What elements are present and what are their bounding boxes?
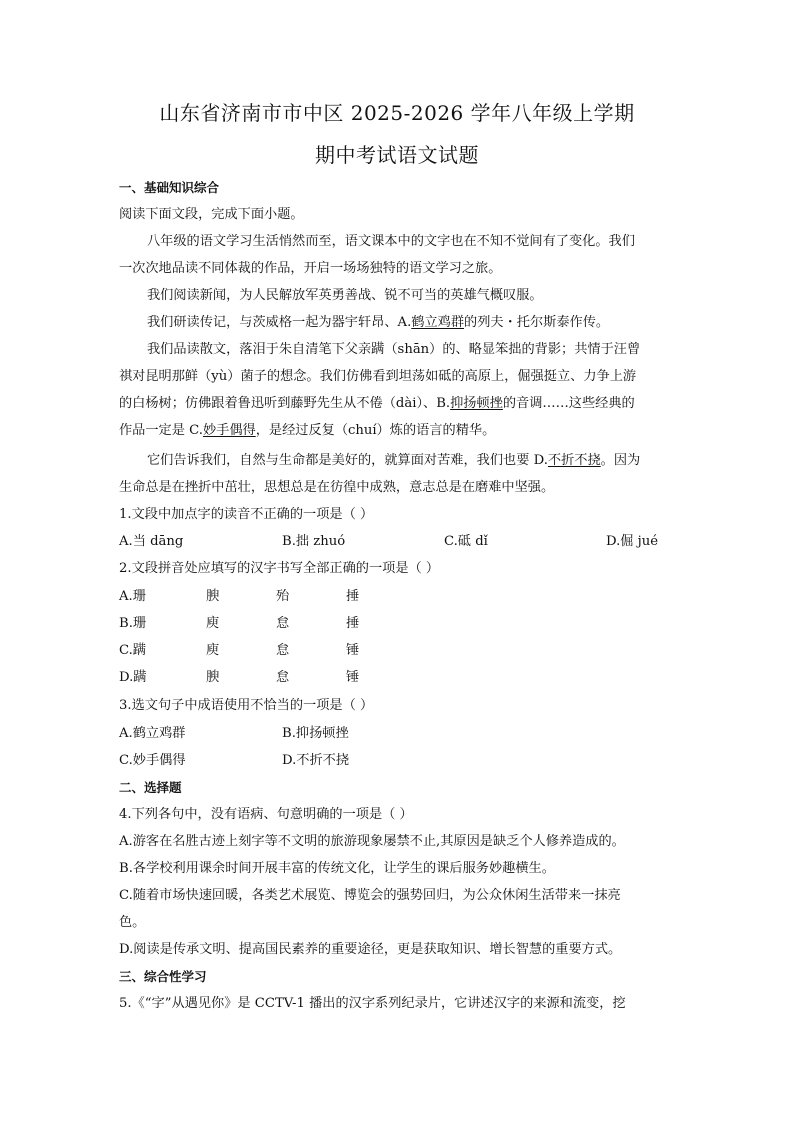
passage-p1-line1: 八年级的语文学习生活悄然而至，语文课本中的文字也在不知不觉间有了变化。我们 (147, 234, 635, 249)
question-1: 1.文段中加点字的读音不正确的一项是（ ） (119, 507, 374, 522)
passage-text: 。因为 (600, 453, 641, 468)
passage-p5-line2: 生命总是在挫折中茁壮，思想总是在彷徨中成熟，意志总是在磨难中坚强。 (119, 480, 555, 495)
passage-p5-line1 (147, 452, 679, 470)
passage-p4-line2: 祺对昆明那鲜（yù）菌子的想念。我们仿佛看到坦荡如砥的高原上，倔强挺立、力争上游 (119, 369, 637, 384)
passage-text: 它们告诉我们，自然与生命都是美好的，就算面对苦难，我们也要 D. (147, 453, 548, 468)
passage-p3 (147, 314, 679, 332)
q1-option-d: D.倔 jué (606, 534, 659, 549)
passage-p4-line3 (119, 395, 679, 413)
underlined-idiom-d: 不折不挠 (547, 453, 601, 468)
q4-option-b: B.各学校利用课余时间开展丰富的传统文化，让学生的课后服务妙趣横生。 (119, 861, 555, 876)
q2-row-b-col1: B.珊 (119, 616, 147, 631)
passage-text: 的列夫・托尔斯泰作传。 (464, 315, 610, 330)
passage-p1-line2: 一次次地品读不同体裁的作品，开启一场场独特的语文学习之旅。 (119, 261, 502, 276)
q1-option-b: B.拙 zhuó (282, 534, 346, 549)
reading-instruction: 阅读下面文段，完成下面小题。 (119, 207, 304, 222)
passage-p4-line4 (119, 422, 679, 440)
exam-title-line-2: 期中考试语文试题 (315, 143, 479, 167)
question-3: 3.选文句子中成语使用不恰当的一项是（ ） (119, 698, 374, 713)
q2-row-b-col2: 庾 (206, 616, 220, 631)
q4-option-d: D.阅读是传承文明、提高国民素养的重要途径，更是获取知识、增长智慧的重要方式。 (119, 942, 622, 957)
q2-row-d-col1: D.蹒 (119, 670, 147, 685)
q4-option-a: A.游客在名胜古迹上刻字等不文明的旅游现象屡禁不止,其原因是缺乏个人修养造成的。 (119, 834, 625, 849)
q2-row-d-col4: 锤 (346, 670, 360, 685)
q2-row-a-col4: 捶 (346, 589, 360, 604)
q3-option-a: A.鹤立鸡群 (119, 726, 186, 741)
q2-row-c-col2: 庾 (206, 643, 220, 658)
q1-option-c: C.砥 dǐ (444, 534, 488, 549)
question-5: 5.《“字”从遇见你》是 CCTV-1 播出的汉字系列纪录片，它讲述汉字的来源和流变，挖 (119, 996, 626, 1011)
section-heading-3: 三、综合性学习 (119, 969, 207, 984)
q3-option-d: D.不折不挠 (282, 753, 350, 768)
q2-row-d-col2: 腴 (206, 670, 220, 685)
question-2: 2.文段拼音处应填写的汉字书写全部正确的一项是（ ） (119, 561, 440, 576)
q2-row-b-col4: 捶 (346, 616, 360, 631)
passage-text: ，是经过反复（chuí）炼的语言的精华。 (255, 423, 496, 438)
passage-text: 我们研读传记，与茨威格一起为器宇轩昂、A. (147, 315, 412, 330)
q2-row-a-col2: 腴 (206, 589, 220, 604)
q2-row-c-col4: 锤 (346, 643, 360, 658)
q2-row-a-col1: A.珊 (119, 589, 146, 604)
q3-option-b: B.抑扬顿挫 (282, 726, 349, 741)
passage-text: 的音调……这些经典的 (502, 396, 635, 411)
passage-p4-line1: 我们品读散文，落泪于朱自清笔下父亲蹒（shān）的、略显笨拙的背影；共情于汪曾 (147, 342, 641, 357)
underlined-idiom-b: 抑扬顿挫 (450, 396, 503, 411)
passage-text: 的白杨树；仿佛跟着鲁迅听到藤野先生从不倦（dài）、B. (119, 396, 451, 411)
q4-option-c-line1: C.随着市场快速回暖，各类艺术展览、博览会的强势回归，为公众休闲生活带来一抹亮 (119, 888, 621, 903)
question-4: 4.下列各句中，没有语病、句意明确的一项是（ ） (119, 807, 413, 822)
q2-row-c-col3: 怠 (276, 643, 290, 658)
q2-row-d-col3: 怠 (276, 670, 290, 685)
underlined-idiom-a: 鹤立鸡群 (411, 315, 465, 330)
passage-p2: 我们阅读新闻，为人民解放军英勇善战、锐不可当的英雄气概叹服。 (147, 288, 543, 303)
q4-option-c-line2: 色。 (119, 915, 146, 930)
underlined-idiom-c: 妙手偶得 (202, 423, 256, 438)
q2-row-c-col1: C.蹒 (119, 643, 146, 658)
q1-option-a: A.当 dāng (119, 534, 184, 549)
q3-option-c: C.妙手偶得 (119, 753, 186, 768)
section-heading-1: 一、基础知识综合 (119, 180, 220, 195)
exam-title-line-1: 山东省济南市市中区 2025-2026 学年八年级上学期 (159, 101, 635, 125)
passage-text: 作品一定是 C. (119, 423, 203, 438)
q2-row-b-col3: 怠 (276, 616, 290, 631)
q2-row-a-col3: 殆 (276, 589, 290, 604)
section-heading-2: 二、选择题 (119, 780, 182, 795)
